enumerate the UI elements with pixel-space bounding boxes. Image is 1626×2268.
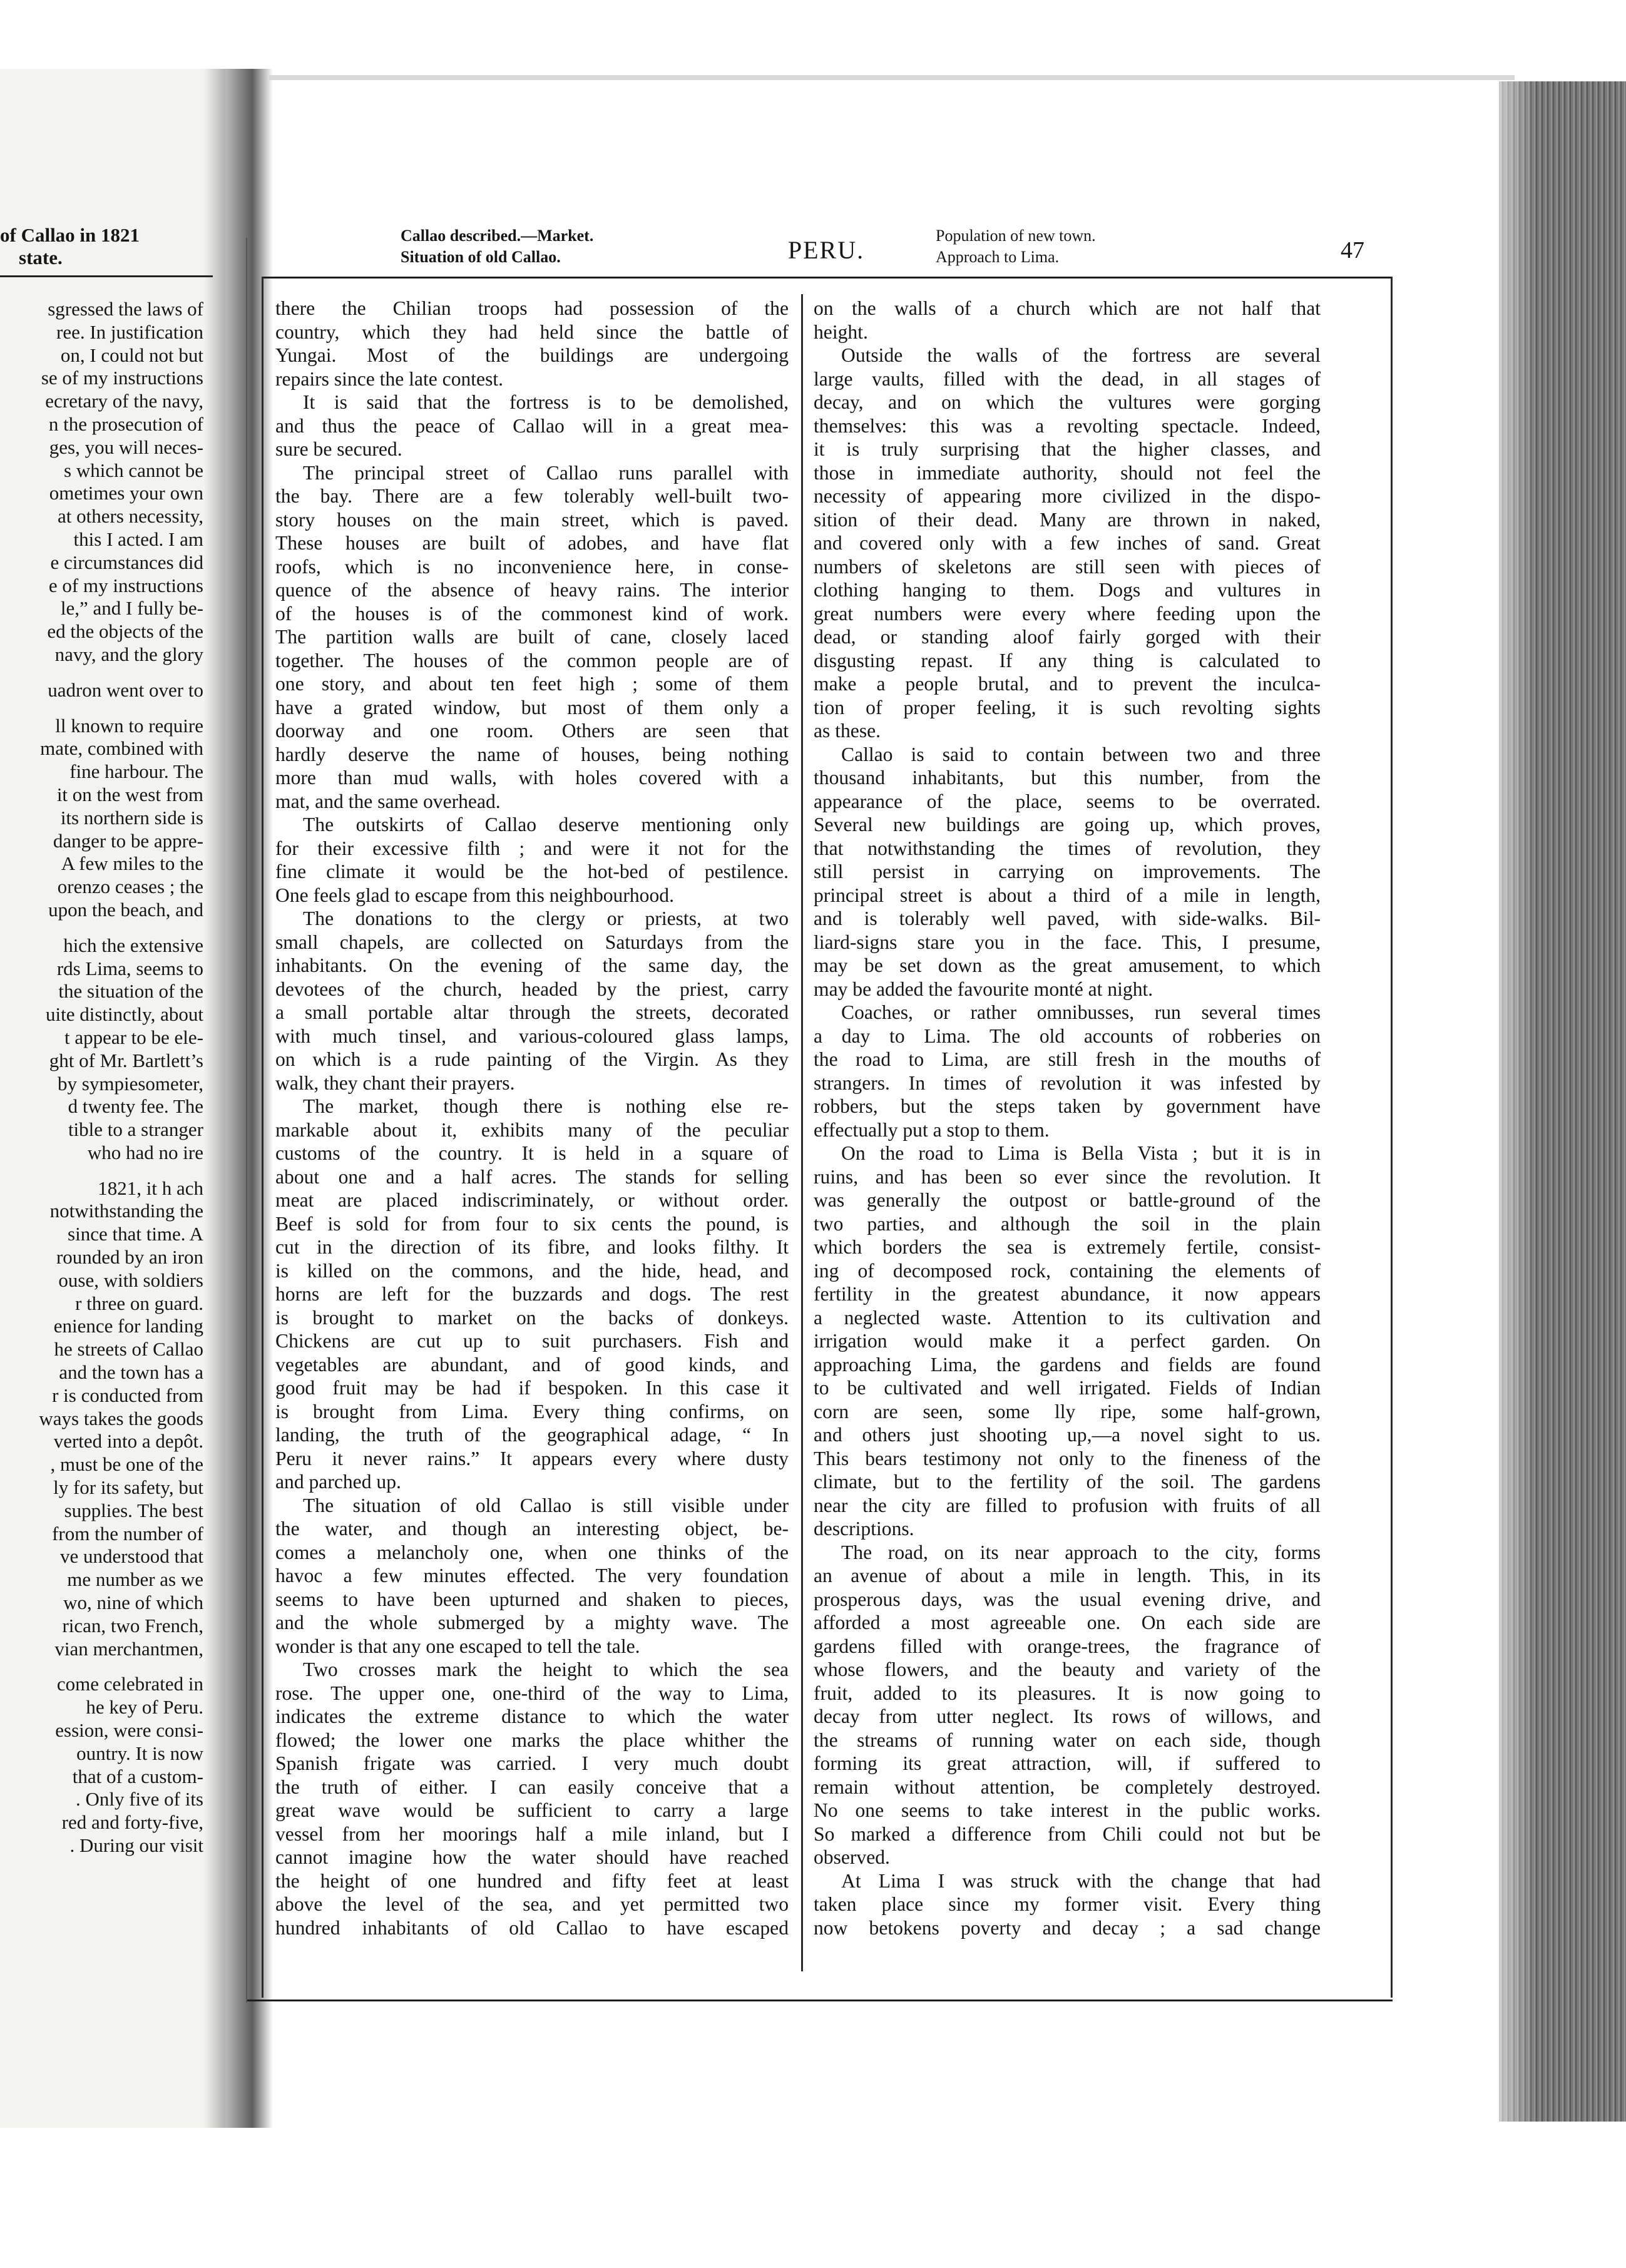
text-line: great wave would be sufficient to carry a large [275,1799,789,1821]
left-page-line: navy, and the glory [54,643,203,665]
text-line: flowed; the lower one marks the place whither the [275,1729,789,1751]
text-line: The outskirts of Callao deserve mentioning only [303,814,789,835]
left-page-line: orenzo ceases ; the [57,876,203,898]
left-page-line: upon the beach, and [48,898,203,921]
left-page-line: red and forty-five, [61,1811,203,1834]
text-line: quence of the absence of heavy rains. The interior [275,579,789,601]
left-page-line: rican, two French, [62,1614,203,1637]
left-page-line: mate, combined with [40,737,203,760]
left-page-line: ways takes the goods [39,1407,203,1429]
text-line: afforded a most agreeable one. On each side are [814,1612,1321,1633]
left-page-line: he streets of Callao [54,1338,203,1361]
left-page-line: verted into a depôt. [53,1430,203,1453]
text-line: there the Chilian troops had possession of the [275,297,789,319]
left-page-line: he key of Peru. [86,1696,203,1719]
left-page-line: ree. In justification [56,320,203,343]
text-line: principal street is about a third of a mile in length, [814,884,1321,906]
left-page-line: rds Lima, seems to [56,957,203,979]
text-line: may be added the favourite monté at night. [814,978,1153,1000]
left-page-line: its northern side is [60,806,203,829]
text-line: fruit, added to its pleasures. It is now going to [814,1682,1321,1704]
left-page-line: e of my instructions [48,574,203,596]
column-divider-rule [801,294,803,1971]
text-line: have a grated window, but most of them only a [275,696,789,718]
left-page-line: vian merchantmen, [54,1637,203,1660]
text-line: for their excessive filth ; and were it not for the [275,837,789,859]
left-page-line: , must be one of the [50,1453,203,1476]
running-head-left-line-1: Callao described.—Market. [401,227,594,245]
text-line: prosperous days, was the usual evening drive, and [814,1588,1321,1610]
text-frame-left [262,277,263,1998]
text-line: effectually put a stop to them. [814,1118,1050,1141]
left-page-line: ed the objects of the [47,620,203,643]
text-line: dead, or standing aloof fairly gorged with their [814,626,1321,648]
text-line: comes a melancholy one, when one thinks of the [275,1541,789,1563]
text-line: corn are seen, some lly ripe, some half-grown, [814,1400,1321,1423]
text-line: good fruit may be had if bespoken. In this case it [275,1377,789,1399]
left-page-line: uadron went over to [48,678,203,701]
outer-frame-line [246,238,247,2003]
left-page-line: that of a custom- [72,1765,203,1787]
text-line: The principal street of Callao runs parallel with [303,461,789,484]
left-page-text [0,298,203,1857]
text-line: it is truly surprising that the higher classes, and [814,438,1321,460]
text-line: This bears testimony not only to the fineness of the [814,1447,1321,1469]
text-line: vessel from her moorings half a mile inland, but I [275,1822,789,1845]
text-frame-right [1391,277,1393,1998]
left-page-running-head [0,224,207,269]
text-line: about one and a half acres. The stands for selling [275,1165,789,1188]
page-top-edge [269,75,1515,80]
text-line: may be set down as the great amusement, to which [814,954,1321,976]
text-line: thousand inhabitants, but this number, from the [814,767,1321,789]
left-page-line: enience for landing [53,1315,203,1337]
left-page-line: A few miles to the [61,852,203,875]
text-line: hardly deserve the name of houses, being nothing [275,743,789,765]
text-line: roofs, which is no inconvenience here, in conse- [275,555,789,578]
text-line: repairs since the late contest. [275,367,504,390]
text-line: fine climate it would be the hot-bed of pestilence. [275,861,789,882]
left-page-line: . Only five of its [75,1788,203,1811]
running-head-title: PERU. [787,236,865,264]
text-line: indicates the extreme distance to which the water [275,1705,789,1727]
text-line: great numbers were every where feeding upon the [814,602,1321,625]
left-page-line [0,922,203,934]
left-page-line [0,1165,203,1177]
text-line: So marked a difference from Chili could not but be [814,1822,1321,1845]
left-page-line: . During our visit [69,1834,203,1856]
text-line: is brought to market on the backs of donkeys. [275,1306,789,1329]
text-line: ruins, and has been so ever since the revolution. It [814,1165,1321,1188]
left-head-line-1: of Callao in 1821 [0,224,140,246]
text-line: gardens filled with orange-trees, the fragrance of [814,1635,1321,1657]
text-line: It is said that the fortress is to be demolished, [303,391,789,413]
text-line: hundred inhabitants of old Callao to have escaped [275,1916,789,1939]
running-head-right [936,225,1205,275]
text-line: cut in the direction of its fibre, and looks filthy. It [275,1236,789,1258]
text-line: walk, they chant their prayers. [275,1071,515,1094]
text-line: taken place since my former visit. Every thing [814,1893,1321,1915]
text-line: and thus the peace of Callao will in a great mea- [275,414,789,437]
text-line: that notwithstanding the times of revolution, they [814,837,1321,859]
text-line: the streams of running water on each side, though [814,1729,1321,1751]
text-line: cannot imagine how the water should have reached [275,1846,789,1868]
text-line: country, which they had held since the battle of [275,320,789,343]
left-page-line: e circumstances did [50,551,203,573]
text-line: robbers, but the steps taken by government have [814,1095,1321,1117]
text-line: doorway and one room. Others are seen that [275,720,789,742]
text-line: strangers. In times of revolution it was infested by [814,1071,1321,1094]
text-line: Several new buildings are going up, which proves, [814,814,1321,835]
page-number: 47 [1341,237,1364,263]
left-page-line: s which cannot be [64,459,203,481]
text-line: near the city are filled to profusion with fruits of all [814,1494,1321,1516]
left-page-head-rule [0,275,213,277]
text-line: markable about it, exhibits many of the peculiar [275,1118,789,1141]
left-page-line [0,667,203,679]
text-line: numbers of skeletons are still seen with pieces of [814,555,1321,578]
text-line: vegetables are abundant, and of good kinds, and [275,1353,789,1376]
footer-rule [247,2000,1393,2001]
text-line: on which is a rude painting of the Virgin. As they [275,1048,789,1070]
left-page-line: tible to a stranger [68,1118,203,1141]
running-head-left [401,225,663,275]
left-page-line: ouse, with soldiers [58,1269,203,1291]
left-page-line: at others necessity, [58,505,203,528]
left-page-line: from the number of [52,1522,203,1545]
text-line: and the whole submerged by a mighty wave. The [275,1612,789,1633]
header-rule [263,277,1393,278]
text-line: height. [814,320,868,343]
text-line: customs of the country. It is held in a square of [275,1142,789,1164]
text-line: The market, though there is nothing else re- [303,1095,789,1117]
text-line: horns are left for the buzzards and dogs. The rest [275,1283,789,1305]
left-page-line: wo, nine of which [63,1591,203,1614]
text-line: themselves: this was a revolting spectacle. Indeed, [814,414,1321,437]
text-line: and others just shooting up,—a novel sight to us. [814,1424,1321,1446]
text-line: large vaults, filled with the dead, in all stages of [814,367,1321,390]
text-line: together. The houses of the common people are of [275,649,789,672]
text-line: sure be secured. [275,438,402,460]
text-line: One feels glad to escape from this neighbourhood. [275,884,674,906]
text-line: rose. The upper one, one-third of the way to Lima, [275,1682,789,1704]
text-line: the height of one hundred and fifty feet at least [275,1869,789,1892]
text-line: whose flowers, and the beauty and variety of the [814,1658,1321,1680]
text-line: Two crosses mark the height to which the sea [303,1658,789,1680]
left-page-line: le,” and I fully be- [60,597,203,620]
text-line: observed. [814,1846,890,1868]
left-page-line: ecretary of the navy, [45,390,203,412]
left-page-line: come celebrated in [56,1673,203,1695]
left-page-line: ly for its safety, but [53,1476,203,1499]
text-line: inhabitants. On the evening of the same day, the [275,954,789,976]
left-page-line: ession, were consi- [55,1719,203,1742]
text-line: ing of decomposed rock, containing the elements of [814,1259,1321,1282]
running-head-right-line-2: Approach to Lima. [936,248,1060,266]
text-line: one story, and about ten feet high ; some of them [275,673,789,695]
left-page-line: ometimes your own [49,482,203,504]
left-page-line: me number as we [67,1568,203,1591]
left-page-line: r is conducted from [52,1384,203,1406]
running-head-right-line-1: Population of new town. [936,227,1096,245]
text-line: On the road to Lima is Bella Vista ; but it is in [841,1142,1321,1164]
text-line: story houses on the main street, which is paved. [275,508,789,531]
text-line: forming its great attraction, will, if suffered to [814,1752,1321,1774]
text-column-right [814,297,1321,1939]
left-page-line: d twenty fee. The [68,1095,203,1118]
text-line: Outside the walls of the fortress are several [841,344,1321,366]
text-line: the road to Lima, are still fresh in the mouths of [814,1048,1321,1070]
text-line: fertility in the greatest abundance, it now appears [814,1283,1321,1305]
left-page-line: se of my instructions [41,367,203,389]
text-line: The partition walls are built of cane, closely laced [275,626,789,648]
text-line: is brought from Lima. Every thing confirms, on [275,1400,789,1423]
text-line: At Lima I was struck with the change that had [841,1869,1321,1892]
left-page-line: sgressed the laws of [48,298,203,320]
left-page-line [0,702,203,715]
text-line: Peru it never rains.” It appears every where dusty [275,1447,789,1469]
text-line: wonder is that any one escaped to tell the tale. [275,1635,640,1657]
text-line: which borders the sea is extremely fertile, consist- [814,1236,1321,1258]
left-page-line: rounded by an iron [56,1246,203,1269]
left-page-line: supplies. The best [64,1499,203,1521]
left-page-line: hich the extensive [63,934,203,956]
text-line: Yungai. Most of the buildings are undergoing [275,344,789,366]
text-line: and covered only with a few inches of sand. Great [814,532,1321,554]
text-line: of the houses is of the commonest kind of work. [275,602,789,625]
text-line: was generally the outpost or battle-ground of the [814,1189,1321,1211]
text-line: Chickens are cut up to suit purchasers. Fish and [275,1330,789,1352]
left-page-line: n the prosecution of [48,412,203,435]
text-line: a day to Lima. The old accounts of robberies on [814,1024,1321,1047]
text-line: climate, but to the fertility of the soil. The gardens [814,1471,1321,1493]
text-line: approaching Lima, the gardens and fields are found [814,1353,1321,1376]
left-page-line: ountry. It is now [76,1742,203,1764]
text-line: Coaches, or rather omnibusses, run several times [841,1001,1321,1023]
text-line: and parched up. [275,1471,401,1493]
left-page-line: uite distinctly, about [46,1003,203,1026]
text-line: devotees of the church, headed by the priest, carry [275,978,789,1000]
text-line: on the walls of a church which are not half that [814,297,1321,319]
text-line: make a people brutal, and to prevent the inculca- [814,673,1321,695]
left-page-line: fine harbour. The [69,760,203,783]
book-edge-highlight [1499,81,1537,2122]
left-head-line-2: state. [19,247,63,268]
text-line: the truth of either. I can easily conceive that a [275,1775,789,1798]
left-page-line: by sympiesometer, [58,1072,203,1095]
text-line: and is tolerably well paved, with side-walks. Bil- [814,907,1321,929]
text-line: irrigation would make it a perfect garden. On [814,1330,1321,1352]
text-line: tion of proper feeling, it is such revolting sights [814,696,1321,718]
text-line: liard-signs stare you in the face. This, I presume, [814,931,1321,953]
left-page-line: the situation of the [58,980,203,1003]
text-line: those in immediate authority, should not feel the [814,461,1321,484]
text-line: descriptions. [814,1518,914,1540]
text-line: seems to have been upturned and shaken to pieces, [275,1588,789,1610]
left-page-line: who had no ire [87,1141,203,1163]
text-line: landing, the truth of the geographical adage, “ In [275,1424,789,1446]
text-line: an avenue of about a mile in length. This, in its [814,1565,1321,1586]
text-line: No one seems to take interest in the public works. [814,1799,1321,1821]
left-page-line: notwithstanding the [49,1200,203,1222]
left-page-line: t appear to be ele- [64,1026,203,1048]
left-page-line: since that time. A [68,1223,203,1245]
text-line: The situation of old Callao is still visible under [303,1494,789,1516]
text-line: the bay. There are a few tolerably well-built two- [275,485,789,507]
left-page-line: ve understood that [59,1545,203,1568]
text-line: The donations to the clergy or priests, at two [303,907,789,929]
text-line: Callao is said to contain between two and three [841,743,1321,765]
left-page-line [0,1660,203,1673]
left-page-line: this I acted. I am [73,528,203,550]
text-line: decay, and on which the vultures were gorging [814,391,1321,413]
text-line: Beef is sold for from four to six cents the pound, is [275,1212,789,1235]
text-line: still persist in carrying on improvements. The [814,861,1321,882]
left-page-line: it on the west from [56,783,203,805]
left-page-line: danger to be appre- [53,829,203,852]
text-line: necessity of appearing more civilized in the dispo- [814,485,1321,507]
text-line: two parties, and although the soil in the plain [814,1212,1321,1235]
text-line: now betokens poverty and decay ; a sad change [814,1916,1321,1939]
text-line: to be cultivated and well irrigated. Fields of Indian [814,1377,1321,1399]
text-line: sition of their dead. Many are thrown in naked, [814,508,1321,531]
left-page-line: ges, you will neces- [49,436,203,458]
text-line: as these. [814,720,881,742]
left-page-line: and the town has a [59,1361,203,1384]
left-page-line: ll known to require [55,714,203,737]
text-line: meat are placed indiscriminately, or without order. [275,1189,789,1211]
left-page-line: 1821, it h ach [98,1177,203,1199]
text-line: the water, and though an interesting object, be- [275,1518,789,1540]
text-line: above the level of the sea, and yet permitted two [275,1893,789,1915]
left-page-line: r three on guard. [75,1292,203,1314]
text-line: havoc a few minutes effected. The very foundation [275,1565,789,1586]
running-head-left-line-2: Situation of old Callao. [401,248,561,266]
text-line: These houses are built of adobes, and have flat [275,532,789,554]
text-line: Spanish frigate was carried. I very much doubt [275,1752,789,1774]
text-line: disgusting repast. If any thing is calculated to [814,649,1321,672]
text-line: decay from utter neglect. Its rows of willows, and [814,1705,1321,1727]
text-line: The road, on its near approach to the city, forms [841,1541,1321,1563]
text-line: more than mud walls, with holes covered with a [275,767,789,789]
text-column-left [275,297,789,1939]
left-page-line: ght of Mr. Bartlett’s [49,1049,203,1071]
text-line: mat, and the same overhead. [275,790,501,812]
text-line: is killed on the commons, and the hide, head, and [275,1259,789,1282]
left-page-line: on, I could not but [60,344,203,366]
text-line: with much tinsel, and various-coloured glass lamps, [275,1024,789,1047]
text-line: a small portable altar through the streets, decorated [275,1001,789,1023]
text-line: appearance of the place, seems to be overrated. [814,790,1321,812]
text-line: a neglected waste. Attention to its cultivation and [814,1306,1321,1329]
text-line: clothing hanging to them. Dogs and vultures in [814,579,1321,601]
text-line: small chapels, are collected on Saturdays from the [275,931,789,953]
text-line: remain without attention, be completely destroyed. [814,1775,1321,1798]
